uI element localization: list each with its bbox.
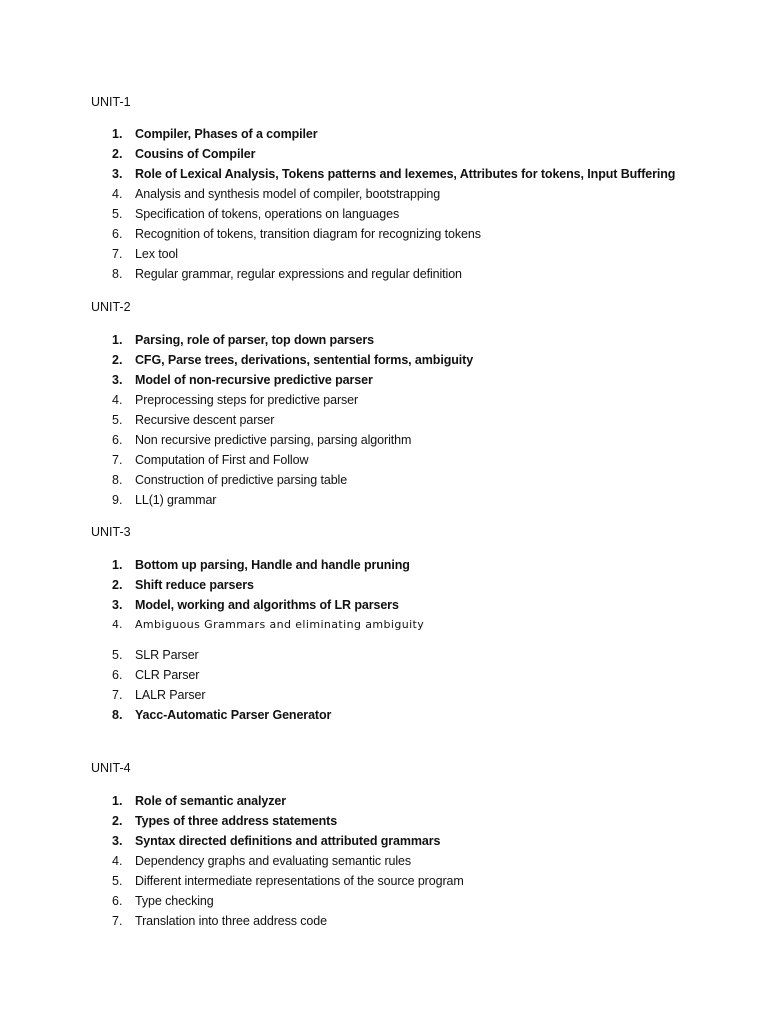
item-number: 4.	[112, 393, 123, 407]
list-item	[112, 616, 424, 633]
item-number: 2.	[112, 814, 123, 828]
list-item	[112, 246, 178, 262]
list-item	[112, 492, 216, 508]
item-text: Types of three address statements	[135, 814, 338, 828]
list-item	[112, 146, 255, 162]
list-item	[112, 597, 399, 613]
item-text: Preprocessing steps for predictive parser	[135, 393, 359, 407]
list-item	[112, 577, 254, 593]
item-number: 5.	[112, 413, 123, 427]
item-text: CFG, Parse trees, derivations, sentential forms, ambiguity	[135, 353, 474, 367]
unit-heading: UNIT-1	[91, 95, 131, 109]
item-number: 3.	[112, 167, 123, 181]
item-text: Role of semantic analyzer	[135, 794, 287, 808]
list-item	[112, 352, 473, 368]
item-text: Type checking	[135, 894, 214, 908]
item-number: 7.	[112, 453, 123, 467]
item-text: SLR Parser	[135, 648, 199, 662]
item-number: 2.	[112, 147, 123, 161]
list-item	[112, 647, 199, 663]
item-text: Bottom up parsing, Handle and handle pruning	[135, 558, 410, 572]
item-text: Different intermediate representations of the source program	[135, 874, 464, 888]
list-item	[112, 707, 331, 723]
item-text: Translation into three address code	[135, 914, 327, 928]
list-item	[112, 266, 462, 282]
item-text: Parsing, role of parser, top down parsers	[135, 333, 375, 347]
item-number: 1.	[112, 558, 123, 572]
item-text: Recursive descent parser	[135, 413, 275, 427]
list-item	[112, 126, 317, 142]
item-text: Lex tool	[135, 247, 178, 261]
list-item	[112, 166, 675, 182]
item-text: Cousins of Compiler	[135, 147, 256, 161]
item-text: Analysis and synthesis model of compiler, bootstrapping	[135, 187, 441, 201]
unit-heading: UNIT-4	[91, 761, 131, 775]
list-item	[112, 226, 481, 242]
item-number: 7.	[112, 688, 123, 702]
list-item	[112, 813, 337, 829]
item-text: Specification of tokens, operations on languages	[135, 207, 400, 221]
item-number: 8.	[112, 473, 123, 487]
item-number: 2.	[112, 353, 123, 367]
item-number: 6.	[112, 227, 123, 241]
item-number: 5.	[112, 648, 123, 662]
item-number: 6.	[112, 894, 123, 908]
list-item	[112, 186, 440, 202]
item-text: Dependency graphs and evaluating semantic rules	[135, 854, 412, 868]
item-number: 3.	[112, 834, 123, 848]
list-item	[112, 687, 205, 703]
item-text: Model of non-recursive predictive parser	[135, 373, 373, 387]
item-number: 4.	[112, 854, 123, 868]
item-text: Syntax directed definitions and attributed grammars	[135, 834, 441, 848]
item-text: Recognition of tokens, transition diagram for recognizing tokens	[135, 227, 481, 241]
item-number: 3.	[112, 373, 123, 387]
item-number: 7.	[112, 914, 123, 928]
list-item	[112, 452, 308, 468]
list-item	[112, 913, 327, 929]
unit-heading: UNIT-2	[91, 300, 131, 314]
item-number: 1.	[112, 127, 123, 141]
item-text: CLR Parser	[135, 668, 200, 682]
item-number: 6.	[112, 668, 123, 682]
item-text: Non recursive predictive parsing, parsing algorithm	[135, 433, 412, 447]
list-item	[112, 412, 274, 428]
item-number: 4.	[112, 187, 123, 201]
list-item	[112, 873, 464, 889]
item-number: 7.	[112, 247, 123, 261]
item-text: LALR Parser	[135, 688, 206, 702]
item-text: Yacc-Automatic Parser Generator	[135, 708, 332, 722]
item-text: Computation of First and Follow	[135, 453, 309, 467]
list-item	[112, 206, 399, 222]
list-item	[112, 667, 199, 683]
item-text: Regular grammar, regular expressions and regular definition	[135, 267, 462, 281]
list-item	[112, 392, 358, 408]
item-number: 4.	[112, 618, 123, 631]
list-item	[112, 372, 373, 388]
item-number: 2.	[112, 578, 123, 592]
item-number: 6.	[112, 433, 123, 447]
item-text: Model, working and algorithms of LR parsers	[135, 598, 399, 612]
item-text: LL(1) grammar	[135, 493, 217, 507]
list-item	[112, 332, 374, 348]
list-item	[112, 472, 347, 488]
item-number: 1.	[112, 794, 123, 808]
item-number: 5.	[112, 874, 123, 888]
item-text: Role of Lexical Analysis, Tokens patterns and lexemes, Attributes for tokens, Input Buffering	[135, 167, 676, 181]
list-item	[112, 833, 440, 849]
list-item	[112, 793, 286, 809]
list-item	[112, 557, 410, 573]
unit-heading: UNIT-3	[91, 525, 131, 539]
list-item	[112, 853, 411, 869]
item-number: 1.	[112, 333, 123, 347]
item-text: Shift reduce parsers	[135, 578, 254, 592]
list-item	[112, 893, 214, 909]
item-number: 3.	[112, 598, 123, 612]
item-text: Compiler, Phases of a compiler	[135, 127, 318, 141]
item-text: Ambiguous Grammars and eliminating ambiguity	[135, 618, 425, 631]
item-text: Construction of predictive parsing table	[135, 473, 348, 487]
item-number: 8.	[112, 708, 123, 722]
item-number: 5.	[112, 207, 123, 221]
list-item	[112, 432, 411, 448]
item-number: 8.	[112, 267, 123, 281]
item-number: 9.	[112, 493, 123, 507]
